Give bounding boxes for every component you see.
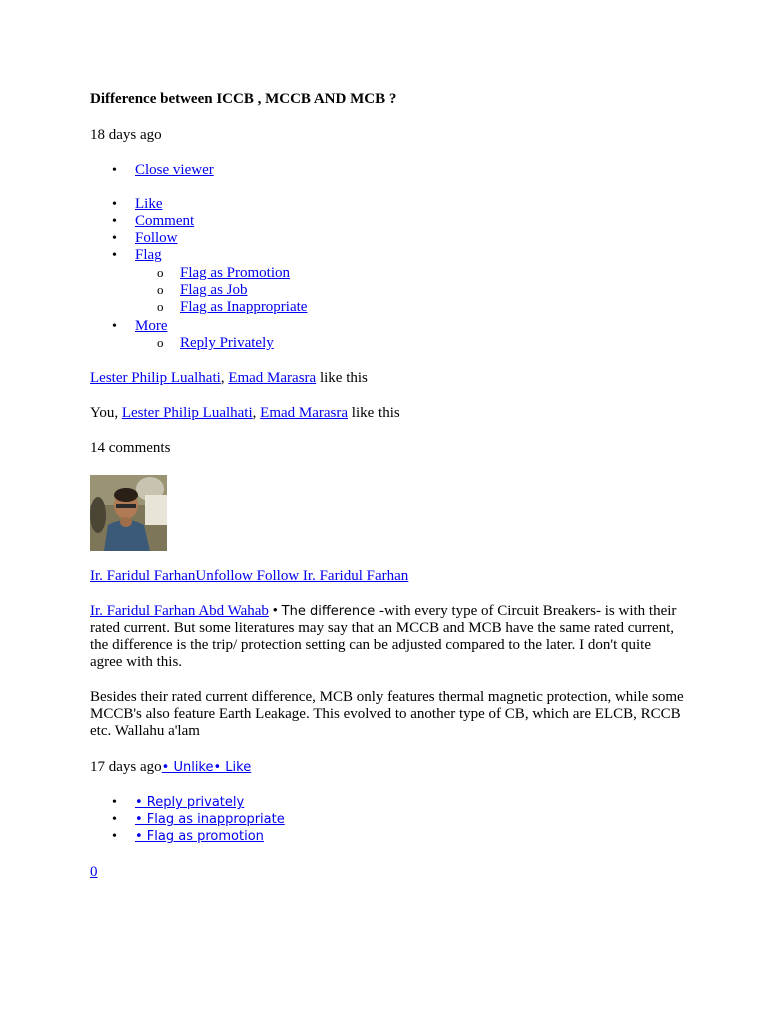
comment-body-p2: Besides their rated current difference, MCB only features thermal magnetic protection, while some MCCB's also feature Earth Leakage. This evolved to another type of CB, which are ELCB, RCCB etc. Wallahu a'lam <box>90 689 684 739</box>
liker-link[interactable]: Lester Philip Lualhati <box>90 370 221 386</box>
likes-suffix: like this <box>348 405 400 421</box>
comment-options-list <box>90 794 590 845</box>
flag-job-item <box>90 282 590 299</box>
flag-as-inappropriate-link[interactable]: Flag as Inappropriate <box>180 299 308 315</box>
action-flag-item <box>90 247 590 264</box>
flag-inappropriate-item <box>90 299 590 316</box>
like-link[interactable]: • Like <box>213 760 252 775</box>
follow-link[interactable]: Follow <box>135 230 178 246</box>
flag-promotion-link[interactable]: • Flag as promotion <box>135 829 264 844</box>
action-like-item <box>90 196 590 213</box>
flag-promotion-item <box>90 265 590 282</box>
like-link[interactable]: Like <box>135 196 163 212</box>
flag-link[interactable]: Flag <box>135 247 162 263</box>
action-follow-item <box>90 230 590 247</box>
post-age: 18 days ago <box>90 127 162 143</box>
comment-meta <box>90 759 251 776</box>
comment-author-line <box>90 568 408 585</box>
post-title: Difference between ICCB , MCCB AND MCB ? <box>90 91 397 107</box>
liker-link[interactable]: Emad Marasra <box>228 370 317 386</box>
comment-option-item <box>90 828 590 845</box>
flag-inappropriate-link[interactable]: • Flag as inappropriate <box>135 812 285 827</box>
comment-author-follow-link[interactable]: Ir. Faridul FarhanUnfollow Follow Ir. Faridul Farhan <box>90 568 409 584</box>
more-list <box>90 318 590 335</box>
flag-submenu <box>90 265 590 316</box>
action-list <box>90 196 590 264</box>
comments-count: 14 comments <box>90 440 171 456</box>
reply-privately-link[interactable]: • Reply privately <box>135 795 245 810</box>
likes-line-2 <box>90 405 400 422</box>
unlike-link[interactable]: • Unlike <box>161 760 214 775</box>
separator: , <box>252 405 261 421</box>
flag-as-job-link[interactable]: Flag as Job <box>180 282 248 298</box>
comment-like-count-line <box>90 864 98 881</box>
action-comment-item <box>90 213 590 230</box>
reply-privately-link[interactable]: Reply Privately <box>180 335 274 351</box>
comment-option-item <box>90 811 590 828</box>
bullet-separator: • <box>268 603 282 619</box>
liker-link[interactable]: Lester Philip Lualhati <box>121 405 253 421</box>
more-link[interactable]: More <box>135 318 168 334</box>
separator: , <box>220 370 229 386</box>
likes-prefix: You, <box>90 405 122 421</box>
liker-link[interactable]: Emad Marasra <box>260 405 349 421</box>
action-more-item <box>90 318 590 335</box>
comment-author-link[interactable]: Ir. Faridul Farhan Abd Wahab <box>90 603 269 619</box>
likes-suffix: like this <box>316 370 368 386</box>
avatar[interactable] <box>90 475 167 551</box>
reply-privately-item <box>90 335 590 352</box>
comment-option-item <box>90 794 590 811</box>
comment-lead: The difference <box>281 604 376 619</box>
more-submenu <box>90 335 590 352</box>
comment-text: -with every type of Circuit Breakers- is with their rated current. But some literatures may say that an MCCB and MCB have the same rated current, the difference is the trip/ protection setting can be adjusted compared to the later. I don't quite agree with this. <box>90 603 677 670</box>
avatar-photo <box>90 475 167 551</box>
flag-as-promotion-link[interactable]: Flag as Promotion <box>180 265 291 281</box>
comment-age: 17 days ago <box>90 759 162 775</box>
viewer-list <box>90 162 590 179</box>
viewer-list-item <box>90 162 590 179</box>
comment-link[interactable]: Comment <box>135 213 195 229</box>
comment-body-p1 <box>90 603 685 671</box>
likes-line-1 <box>90 370 368 387</box>
close-viewer-link[interactable]: Close viewer <box>135 162 214 178</box>
like-count-link[interactable]: 0 <box>90 864 98 880</box>
